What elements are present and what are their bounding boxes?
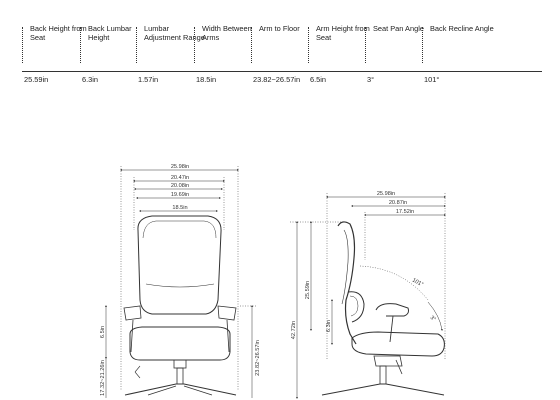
spec-col-back-height: Back Height from Seat: [26, 24, 92, 42]
spec-value: 1.57in: [138, 75, 159, 84]
front-seat-height-label: 17.32~21.26in: [100, 360, 106, 396]
side-depth-label: 20.87in: [388, 200, 408, 206]
front-arm-height-label: 6.5in: [100, 325, 106, 339]
spec-col-seat-angle: Seat Pan Angle: [369, 24, 435, 33]
spec-col-back-lumbar: Back Lumbar Height: [84, 24, 150, 42]
side-recline-label: 101°: [411, 277, 425, 289]
spec-value: 6.3in: [82, 75, 99, 84]
front-width-label: 20.08in: [170, 183, 190, 189]
spec-col-arm-height: Arm Height from Seat: [312, 24, 378, 42]
side-view-labels: [291, 191, 437, 339]
side-back-height-label: 25.59in: [305, 280, 311, 300]
spec-value: 101°: [424, 75, 440, 84]
front-width-label: 18.5in: [172, 205, 188, 211]
spec-value: 18.5in: [196, 75, 217, 84]
side-armrest: [376, 304, 409, 316]
side-depth-label: 17.52in: [395, 209, 415, 215]
front-width-label: 19.69in: [170, 192, 190, 198]
front-armrest-right: [218, 306, 236, 320]
spec-value: 3°: [367, 75, 375, 84]
side-view: [290, 193, 445, 398]
front-width-dims: [121, 166, 238, 390]
spec-col-lumbar-range: Lumbar Adjustment Range: [140, 24, 206, 42]
side-seat-angle-label: 3°: [428, 314, 437, 323]
spec-col-arm-floor: Arm to Floor: [255, 24, 321, 33]
side-depth-dims: [327, 193, 445, 360]
front-view-labels: [100, 164, 261, 396]
spec-col-recline: Back Recline Angle: [426, 24, 520, 33]
side-seat: [352, 332, 444, 356]
front-backrest: [138, 216, 221, 314]
spec-col-width-arms: Width Between Arms: [198, 24, 264, 42]
spec-value: 23.82~26.57in: [253, 75, 301, 84]
front-arm-floor-label: 23.82~26.57in: [255, 340, 261, 376]
front-seat: [130, 327, 230, 360]
side-lumbar-label: 6.3in: [326, 319, 332, 333]
front-width-label: 20.47in: [170, 175, 190, 181]
front-armrest-left: [124, 306, 141, 320]
front-width-label: 25.98in: [170, 164, 190, 170]
spec-value: 6.5in: [310, 75, 327, 84]
side-depth-label: 25.98in: [376, 191, 396, 197]
side-total-height-label: 42.72in: [291, 320, 297, 340]
spec-value: 25.59in: [24, 75, 49, 84]
front-view: [106, 166, 256, 398]
